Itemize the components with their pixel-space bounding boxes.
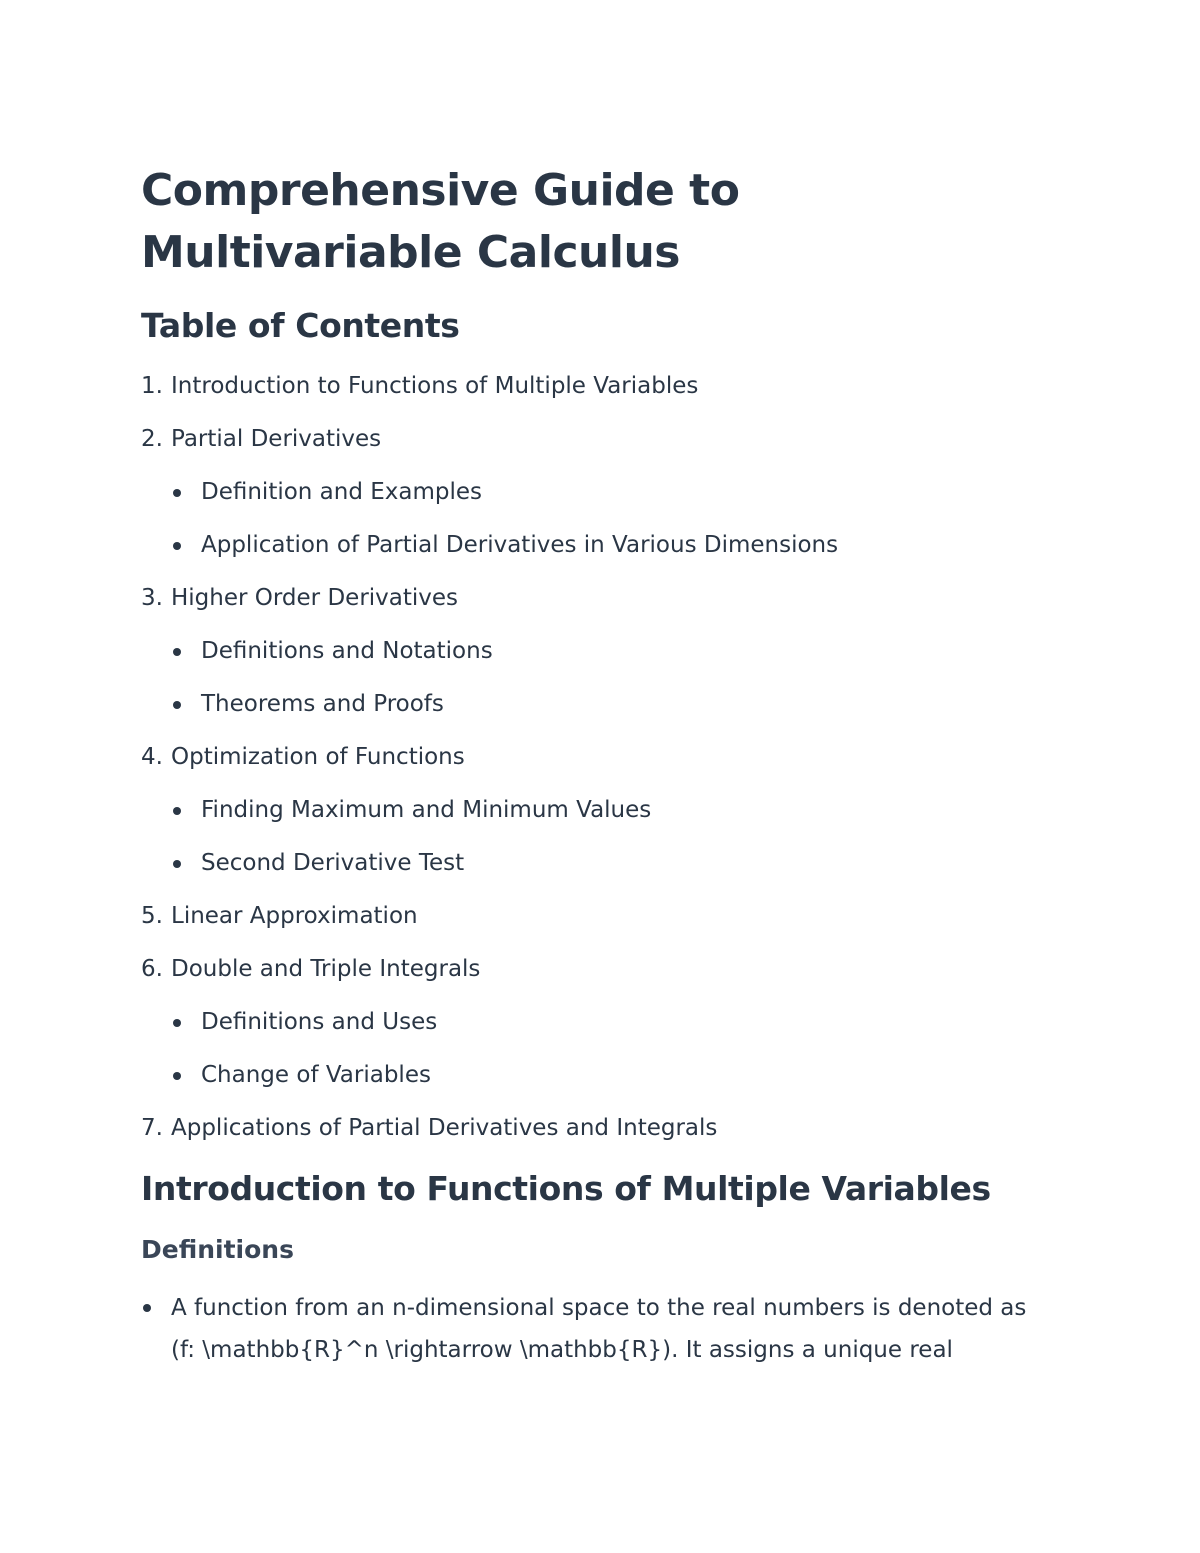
bullet-icon [173, 860, 181, 868]
toc-number: 4. [141, 744, 163, 770]
section-heading: Introduction to Functions of Multiple Variables [141, 1169, 991, 1208]
toc-number: 2. [141, 426, 163, 452]
toc-subitem [171, 529, 1056, 562]
toc-sublist [171, 1006, 1056, 1092]
bullet-icon [173, 489, 181, 497]
toc-number: 3. [141, 585, 163, 611]
toc-subitem-label: Theorems and Proofs [201, 691, 444, 717]
toc-number: 7. [141, 1115, 163, 1141]
toc-item-7 [141, 1112, 1056, 1145]
list-item [141, 1287, 1056, 1371]
toc-label: Higher Order Derivatives [171, 585, 459, 611]
toc-subitem-label: Second Derivative Test [201, 850, 465, 876]
bullet-icon [143, 1304, 151, 1312]
toc-item-2 [141, 423, 1056, 562]
toc-item-6 [141, 953, 1056, 1092]
toc-label: Double and Triple Integrals [171, 956, 481, 982]
toc-sublist [171, 794, 1056, 880]
toc-label: Applications of Partial Derivatives and Integrals [171, 1115, 718, 1141]
toc-subitem [171, 794, 1056, 827]
document-page [141, 160, 1056, 1371]
bullet-icon [173, 701, 181, 709]
toc-item-5 [141, 900, 1056, 933]
toc-subitem [171, 847, 1056, 880]
toc-subitem [171, 1059, 1056, 1092]
toc-number: 5. [141, 903, 163, 929]
definitions-list [141, 1287, 1056, 1371]
toc-label: Introduction to Functions of Multiple Variables [171, 373, 699, 399]
toc-subitem-label: Definition and Examples [201, 479, 483, 505]
toc-subitem-label: Change of Variables [201, 1062, 431, 1088]
toc-subitem-label: Application of Partial Derivatives in Various Dimensions [201, 532, 839, 558]
toc-item-3 [141, 582, 1056, 721]
bullet-icon [173, 1019, 181, 1027]
bullet-icon [173, 1072, 181, 1080]
toc-label: Partial Derivatives [171, 426, 382, 452]
bullet-icon [173, 648, 181, 656]
toc-sublist [171, 476, 1056, 562]
bullet-icon [173, 807, 181, 815]
toc-label: Linear Approximation [171, 903, 418, 929]
toc-item-1 [141, 370, 1056, 403]
toc-subitem-label: Finding Maximum and Minimum Values [201, 797, 652, 823]
toc-subitem [171, 635, 1056, 668]
toc-subitem-label: Definitions and Uses [201, 1009, 438, 1035]
toc-number: 6. [141, 956, 163, 982]
table-of-contents [141, 370, 1056, 1145]
bullet-icon [173, 542, 181, 550]
toc-item-4 [141, 741, 1056, 880]
toc-subitem [171, 476, 1056, 509]
toc-subitem-label: Definitions and Notations [201, 638, 493, 664]
toc-subitem [171, 1006, 1056, 1039]
document-title: Comprehensive Guide to Multivariable Calculus [141, 165, 740, 278]
toc-number: 1. [141, 373, 163, 399]
toc-heading: Table of Contents [141, 306, 460, 345]
toc-subitem [171, 688, 1056, 721]
toc-label: Optimization of Functions [171, 744, 465, 770]
section-subheading: Definitions [141, 1235, 294, 1264]
list-item-text: A function from an n-dimensional space to the real numbers is denoted as (f: \mathbb{R}^n \rightarrow \mathbb{R}). It assigns a unique real [171, 1295, 1027, 1363]
toc-sublist [171, 635, 1056, 721]
